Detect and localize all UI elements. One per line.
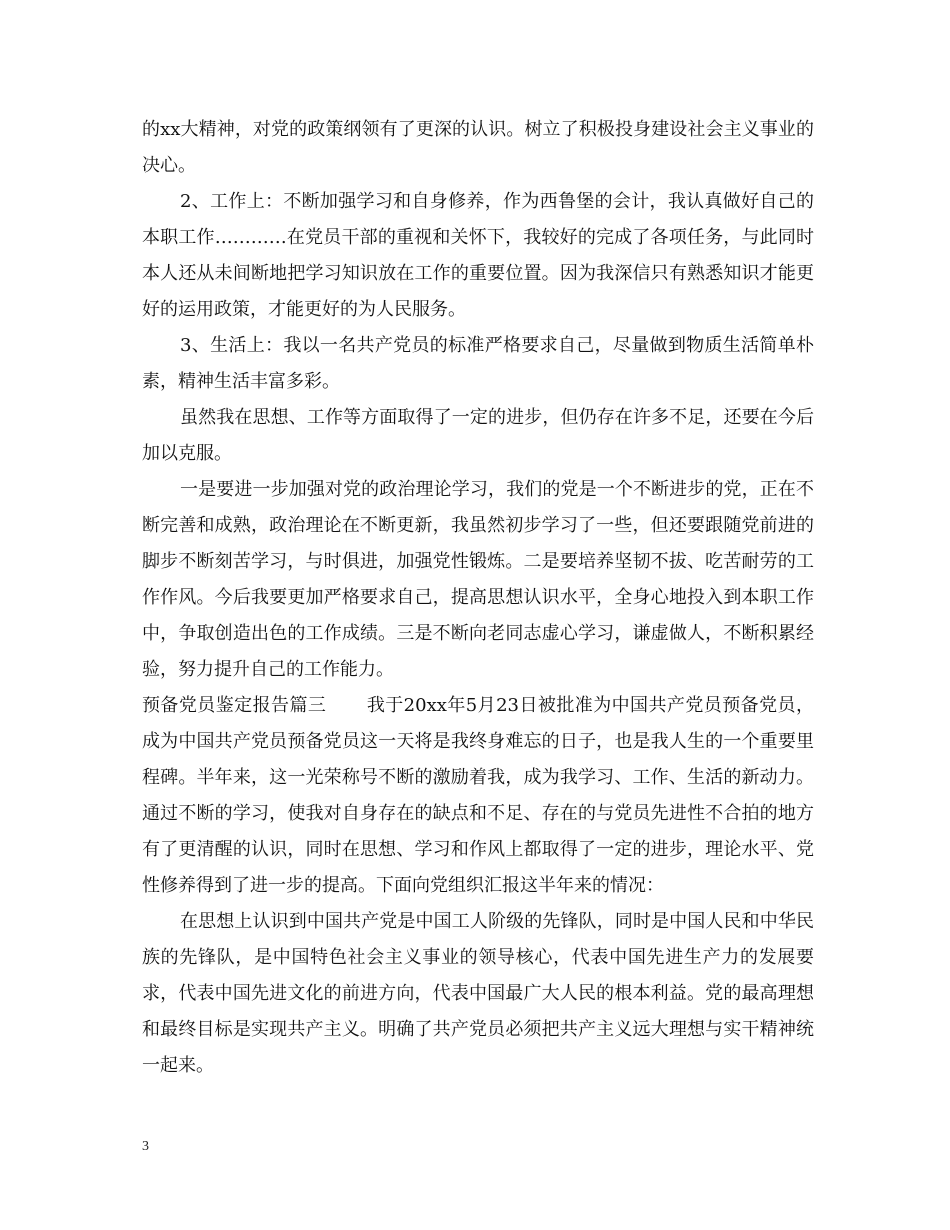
section-paragraph [142, 688, 814, 904]
paragraph-life: 3、生活上：我以一名共产党员的标准严格要求自己，尽量做到物质生活简单朴素，精神生活丰富多彩。 [142, 335, 814, 392]
section-first-paragraph: 我于20xx年5月23日被批准为中国共产党员预备党员，成为中国共产党员预备党员这一天将是我终身难忘的日子，也是我人生的一个重要里程碑。半年来，这一光荣称号不断的激励着我，成为我学习、工作、生活的新动力。通过不断的学习，使我对自身存在的缺点和不足、存在的与党员先进性不合拍的地方有了更清醒的认识，同时在思想、学习和作风上都取得了一定的进步，理论水平、党性修养得到了进一步的提高。下面向党组织汇报这半年来的情况： [142, 695, 814, 896]
paragraph-work: 2、工作上：不断加强学习和自身修养，作为西鲁堡的会计，我认真做好自己的本职工作…………在党员干部的重视和关怀下，我较好的完成了各项任务，与此同时本人还从未间断地把学习知识放在工作的重要位置。因为我深信只有熟悉知识才能更好的运用政策，才能更好的为人民服务。 [142, 191, 814, 320]
paragraph-improvements: 一是要进一步加强对党的政治理论学习，我们的党是一个不断进步的党，正在不断完善和成熟，政治理论在不断更新，我虽然初步学习了一些，但还要跟随党前进的脚步不断刻苦学习，与时俱进，加强党性锻炼。二是要培养坚韧不拔、吃苦耐劳的工作作风。今后我要更加严格要求自己，提高思想认识水平，全身心地投入到本职工作中，争取创造出色的工作成绩。三是不断向老同志虚心学习，谦虚做人，不断积累经验，努力提升自己的工作能力。 [142, 479, 814, 680]
section-heading: 预备党员鉴定报告篇三 [142, 695, 327, 716]
paragraph-thought: 在思想上认识到中国共产党是中国工人阶级的先锋队，同时是中国人民和中华民族的先锋队，是中国特色社会主义事业的领导核心，代表中国先进生产力的发展要求，代表中国先进文化的前进方向，代表中国最广大人民的根本利益。党的最高理想和最终目标是实现共产主义。明确了共产党员必须把共产主义远大理想与实干精神统一起来。 [142, 911, 814, 1076]
page-number: 3 [142, 1139, 149, 1154]
paragraph-continuation: 的xx大精神，对党的政策纲领有了更深的认识。树立了积极投身建设社会主义事业的决心。 [142, 119, 814, 176]
paragraph-shortcomings: 虽然我在思想、工作等方面取得了一定的进步，但仍存在许多不足，还要在今后加以克服。 [142, 407, 814, 464]
document-body [142, 112, 814, 1084]
